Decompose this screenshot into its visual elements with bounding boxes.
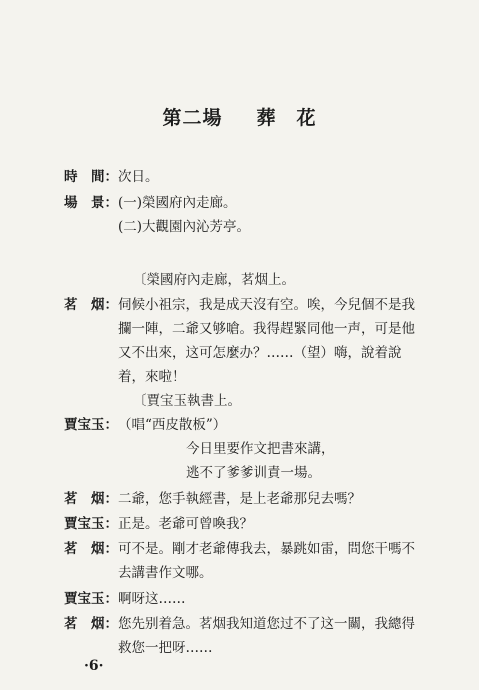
scene-2: (二)大觀園內沁芳亭。 xyxy=(118,219,251,235)
dialogue-line: 救您一把呀…… xyxy=(118,640,213,656)
dialogue-line: 啊呀这…… xyxy=(118,591,186,607)
speaker-baoyu: 賈宝玉： xyxy=(64,516,118,532)
dialogue-line: 又不出來，这可怎麼办？……（望）嗨，說着說 xyxy=(118,345,402,361)
scene-title xyxy=(0,103,479,130)
time-value: 次日。 xyxy=(118,169,159,185)
speaker-baoyu: 賈宝玉： xyxy=(64,417,118,433)
verse-line: 逃不了爹爹训責一場。 xyxy=(186,465,321,481)
speaker-mingyan: 茗 烟： xyxy=(64,541,118,557)
singing-direction: （唱“西皮散板”） xyxy=(118,417,227,433)
scene-name: 葬 花 xyxy=(256,107,317,129)
dialogue-line: 正是。老爺可曾喚我？ xyxy=(118,516,253,532)
page-number: ·6· xyxy=(84,658,104,674)
scene-number: 第二場 xyxy=(162,107,223,129)
verse-line: 今日里要作文把書來講， xyxy=(186,441,335,457)
speaker-baoyu: 賈宝玉： xyxy=(64,591,118,607)
speaker-mingyan: 茗 烟： xyxy=(64,616,118,632)
dialogue-line: 您先别着急。茗烟我知道您过不了这一關，我總得 xyxy=(118,616,415,632)
scene-label: 場 景： xyxy=(64,195,118,211)
speaker-mingyan: 茗 烟： xyxy=(64,297,118,313)
speaker-mingyan: 茗 烟： xyxy=(64,491,118,507)
time-label: 時 間： xyxy=(64,169,118,185)
dialogue-line: 二爺，您手執經書，是上老爺那兒去嗎？ xyxy=(118,491,361,507)
stage-direction-2: 〔賈宝玉執書上。 xyxy=(133,393,241,409)
scene-1: (一)榮國府內走廊。 xyxy=(118,195,237,211)
dialogue-line: 攔一陣，二爺又够嗆。我得趕緊同他一声，可是他 xyxy=(118,321,415,337)
dialogue-line: 可不是。剛才老爺傳我去，暴跳如雷，問您干嗎不 xyxy=(118,541,415,557)
stage-direction-1: 〔榮國府內走廊，茗烟上。 xyxy=(133,272,295,288)
dialogue-line: 着，來啦！ xyxy=(118,369,186,385)
dialogue-line: 伺候小祖宗，我是成天沒有空。唉，今兒個不是我 xyxy=(118,297,415,313)
dialogue-line: 去講書作文哪。 xyxy=(118,565,213,581)
